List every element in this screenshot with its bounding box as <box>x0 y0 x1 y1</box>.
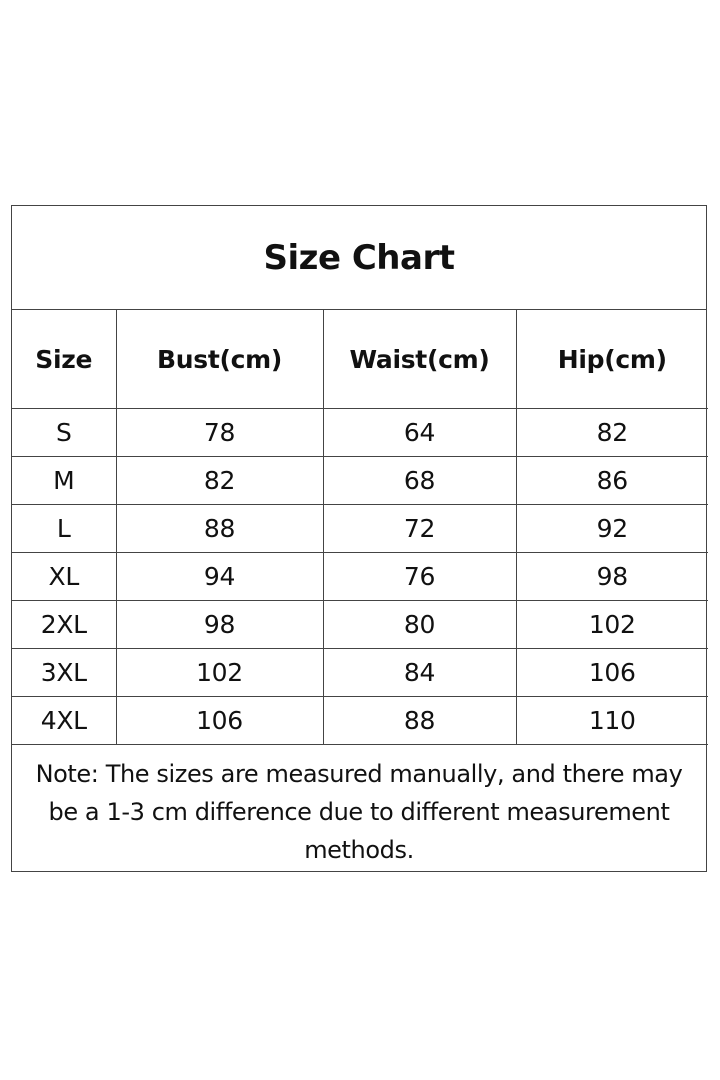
header-hip: Hip(cm) <box>516 310 708 409</box>
cell-size: 3XL <box>12 649 116 697</box>
cell-size: XL <box>12 553 116 601</box>
header-bust: Bust(cm) <box>116 310 323 409</box>
header-size: Size <box>12 310 116 409</box>
cell-hip: 82 <box>516 409 708 457</box>
cell-bust: 78 <box>116 409 323 457</box>
cell-waist: 88 <box>323 697 516 745</box>
cell-waist: 68 <box>323 457 516 505</box>
cell-hip: 92 <box>516 505 708 553</box>
header-waist: Waist(cm) <box>323 310 516 409</box>
table-row <box>12 409 708 457</box>
cell-hip: 98 <box>516 553 708 601</box>
cell-size: 4XL <box>12 697 116 745</box>
cell-waist: 64 <box>323 409 516 457</box>
cell-bust: 102 <box>116 649 323 697</box>
cell-bust: 82 <box>116 457 323 505</box>
table-row <box>12 457 708 505</box>
table-row <box>12 697 708 745</box>
title-row <box>12 206 706 310</box>
table-row <box>12 601 708 649</box>
size-chart <box>11 205 707 872</box>
cell-size: M <box>12 457 116 505</box>
table-row <box>12 553 708 601</box>
table-row <box>12 505 708 553</box>
cell-waist: 76 <box>323 553 516 601</box>
chart-title: Size Chart <box>263 237 455 278</box>
cell-hip: 86 <box>516 457 708 505</box>
cell-waist: 84 <box>323 649 516 697</box>
cell-size: L <box>12 505 116 553</box>
cell-bust: 88 <box>116 505 323 553</box>
cell-waist: 80 <box>323 601 516 649</box>
cell-hip: 102 <box>516 601 708 649</box>
cell-waist: 72 <box>323 505 516 553</box>
cell-size: 2XL <box>12 601 116 649</box>
cell-hip: 106 <box>516 649 708 697</box>
size-table <box>12 310 708 745</box>
cell-bust: 94 <box>116 553 323 601</box>
cell-size: S <box>12 409 116 457</box>
cell-bust: 106 <box>116 697 323 745</box>
cell-hip: 110 <box>516 697 708 745</box>
cell-bust: 98 <box>116 601 323 649</box>
measurement-note: Note: The sizes are measured manually, and there may be a 1-3 cm difference due to different measurement methods. <box>35 760 683 864</box>
table-row <box>12 649 708 697</box>
header-row <box>12 310 708 409</box>
